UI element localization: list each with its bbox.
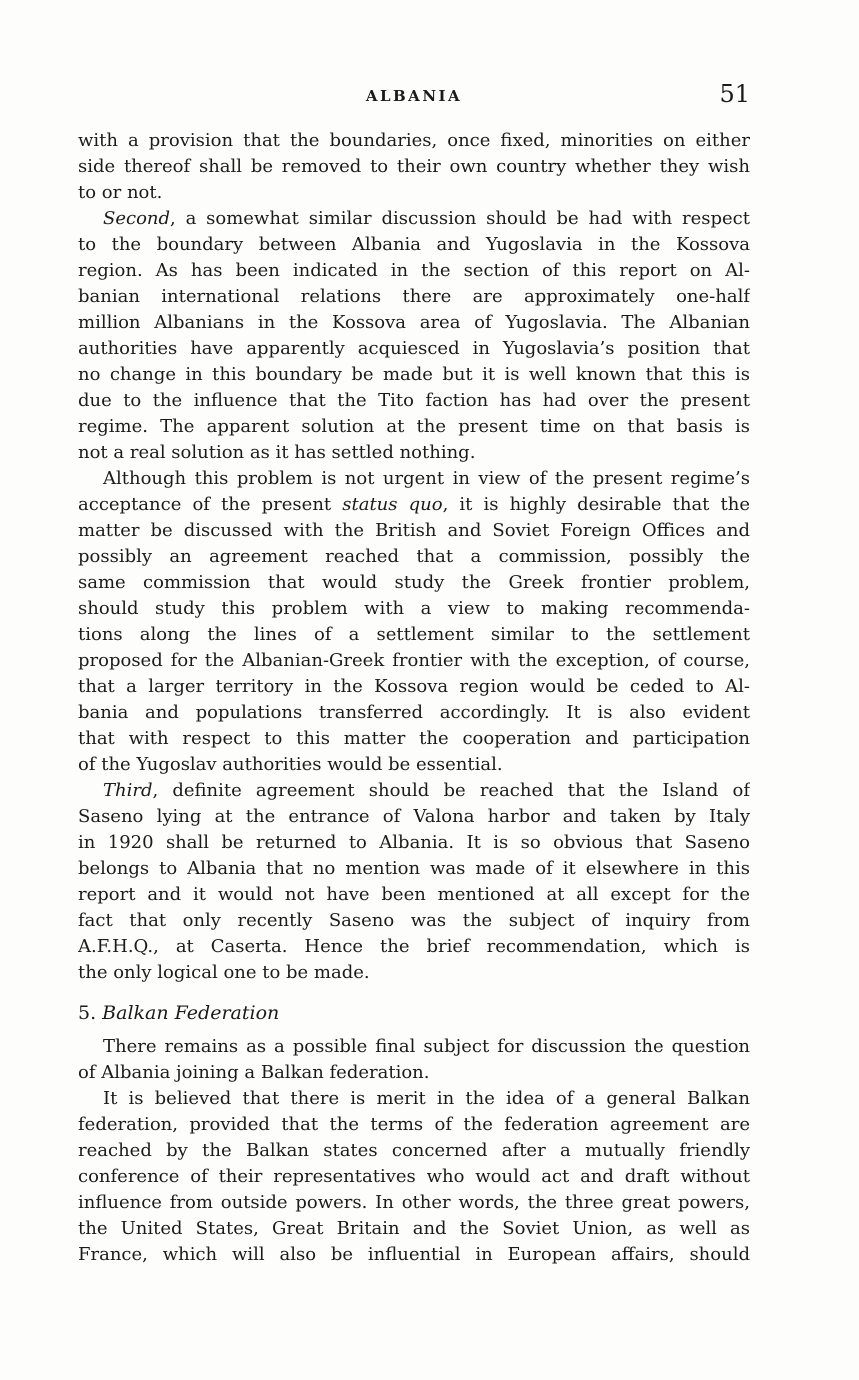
text-line: no change in this boundary be made but it is well known that this is (78, 364, 750, 385)
text-line: region. As has been indicated in the section of this report on Al- (78, 260, 750, 281)
text-line: report and it would not have been mentioned at all except for the (78, 884, 750, 905)
text-line: belongs to Albania that no mention was made of it elsewhere in this (78, 858, 750, 879)
paragraph (78, 778, 750, 986)
text-line: the United States, Great Britain and the Soviet Union, as well as (78, 1218, 750, 1239)
text-line: federation, provided that the terms of the federation agreement are (78, 1114, 750, 1135)
text-line: side thereof shall be removed to their own country whether they wish (78, 156, 750, 177)
page-number: 51 (719, 80, 750, 108)
text-line: banian international relations there are approximately one-half (78, 286, 750, 307)
text-line: Third, definite agreement should be reached that the Island of (103, 780, 750, 801)
text-line: that a larger territory in the Kossova region would be ceded to Al- (78, 676, 750, 697)
text-line: proposed for the Albanian-Greek frontier with the exception, of course, (78, 650, 750, 671)
paragraph (78, 206, 750, 466)
text-line: not a real solution as it has settled nothing. (78, 442, 476, 463)
text-line: regime. The apparent solution at the present time on that basis is (78, 416, 750, 437)
page-body (78, 128, 750, 1268)
running-title: ALBANIA (365, 87, 463, 105)
text-line: in 1920 shall be returned to Albania. It is so obvious that Saseno (78, 832, 750, 853)
text-line: Saseno lying at the entrance of Valona harbor and taken by Italy (78, 806, 750, 827)
text-line: A.F.H.Q., at Caserta. Hence the brief recommendation, which is (78, 936, 750, 957)
text-line: acceptance of the present status quo, it is highly desirable that the (78, 494, 750, 515)
text-line: the only logical one to be made. (78, 962, 370, 983)
text-column (78, 80, 750, 1268)
text-line: that with respect to this matter the cooperation and participation (78, 728, 750, 749)
text-line: reached by the Balkan states concerned after a mutually friendly (78, 1140, 750, 1161)
section-heading: 5. Balkan Federation (78, 1002, 280, 1024)
text-line: influence from outside powers. In other words, the three great powers, (78, 1192, 750, 1213)
text-line: tions along the lines of a settlement similar to the settlement (78, 624, 750, 645)
text-line: due to the influence that the Tito faction has had over the present (78, 390, 750, 411)
text-line: Second, a somewhat similar discussion should be had with respect (103, 208, 750, 229)
text-line: of the Yugoslav authorities would be essential. (78, 754, 503, 775)
text-line: to or not. (78, 182, 163, 203)
text-line: authorities have apparently acquiesced in Yugoslavia’s position that (78, 338, 750, 359)
paragraph (78, 1086, 750, 1268)
text-line: There remains as a possible final subject for discussion the question (103, 1036, 750, 1057)
text-line: bania and populations transferred accordingly. It is also evident (78, 702, 750, 723)
text-line: with a provision that the boundaries, once fixed, minorities on either (78, 130, 750, 151)
text-line: of Albania joining a Balkan federation. (78, 1062, 430, 1083)
paragraph (78, 1034, 750, 1086)
paragraph (78, 128, 750, 206)
text-line: conference of their representatives who would act and draft without (78, 1166, 750, 1187)
text-line: It is believed that there is merit in the idea of a general Balkan (103, 1088, 750, 1109)
text-line: fact that only recently Saseno was the subject of inquiry from (78, 910, 750, 931)
page-header (78, 80, 750, 112)
text-line: Although this problem is not urgent in view of the present regime’s (103, 468, 750, 489)
text-line: same commission that would study the Greek frontier problem, (78, 572, 750, 593)
paragraph (78, 466, 750, 778)
text-line: France, which will also be influential in European affairs, should (78, 1244, 750, 1265)
text-line: should study this problem with a view to making recommenda- (78, 598, 750, 619)
text-line: possibly an agreement reached that a commission, possibly the (78, 546, 750, 567)
text-line: million Albanians in the Kossova area of Yugoslavia. The Albanian (78, 312, 750, 333)
text-line: to the boundary between Albania and Yugoslavia in the Kossova (78, 234, 750, 255)
text-line: matter be discussed with the British and Soviet Foreign Offices and (78, 520, 750, 541)
